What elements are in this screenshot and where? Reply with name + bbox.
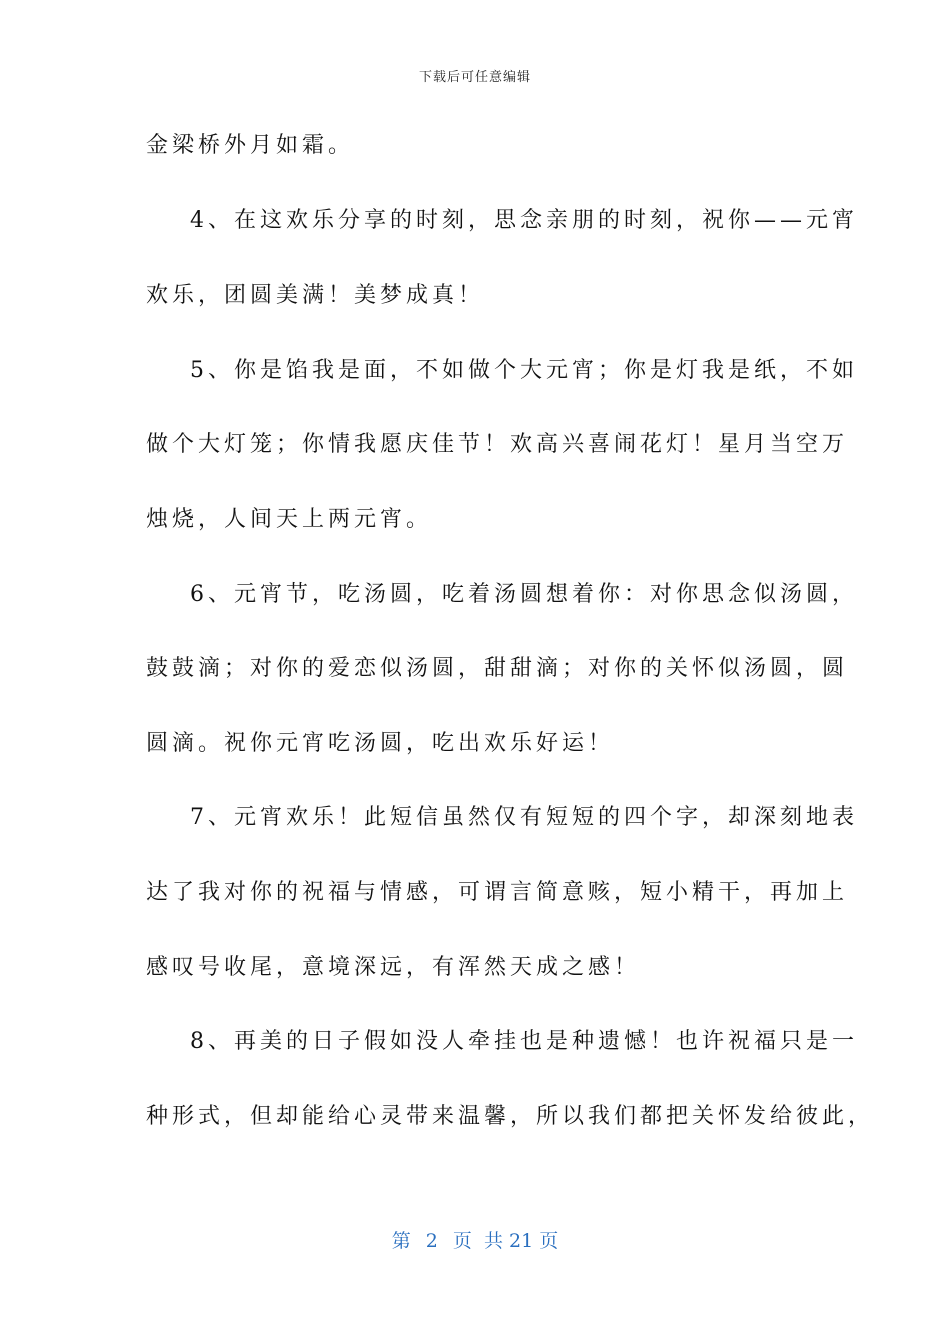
footer-total-pages: 21: [509, 1230, 534, 1252]
text-line: 烛烧，人间天上两元宵。: [146, 507, 433, 532]
footer-page-number: 2: [425, 1230, 438, 1252]
text-line: 做个大灯笼；你情我愿庆佳节！欢高兴喜闹花灯！星月当空万: [146, 432, 849, 457]
text-line: 感叹号收尾，意境深远，有浑然天成之感！: [146, 955, 641, 980]
text-line: 7、元宵欢乐！此短信虽然仅有短短的四个字，却深刻地表: [190, 805, 858, 830]
text-line: 鼓鼓滴；对你的爱恋似汤圆，甜甜滴；对你的关怀似汤圆，圆: [146, 656, 849, 681]
text-line: 圆滴。祝你元宵吃汤圆，吃出欢乐好运！: [146, 731, 615, 756]
footer-middle: 页 共: [452, 1230, 503, 1252]
text-line: 欢乐，团圆美满！美梦成真！: [146, 283, 485, 308]
text-line: 种形式，但却能给心灵带来温馨，所以我们都把关怀发给彼此，: [146, 1104, 875, 1129]
footer-prefix: 第: [391, 1230, 411, 1252]
footer-suffix: 页: [539, 1230, 559, 1252]
page-footer: [0, 1226, 950, 1253]
text-line: 金梁桥外月如霜。: [146, 133, 355, 158]
header-note: 下载后可任意编辑: [418, 70, 531, 85]
text-line: 5、你是馅我是面，不如做个大元宵；你是灯我是纸，不如: [190, 358, 858, 383]
text-line: 4、在这欢乐分享的时刻，思念亲朋的时刻，祝你——元宵: [190, 208, 858, 233]
text-line: 达了我对你的祝福与情感，可谓言简意赅，短小精干，再加上: [146, 880, 849, 905]
text-line: 8、再美的日子假如没人牵挂也是种遗憾！也许祝福只是一: [190, 1029, 858, 1054]
text-line: 6、元宵节，吃汤圆，吃着汤圆想着你：对你思念似汤圆，: [190, 582, 858, 607]
